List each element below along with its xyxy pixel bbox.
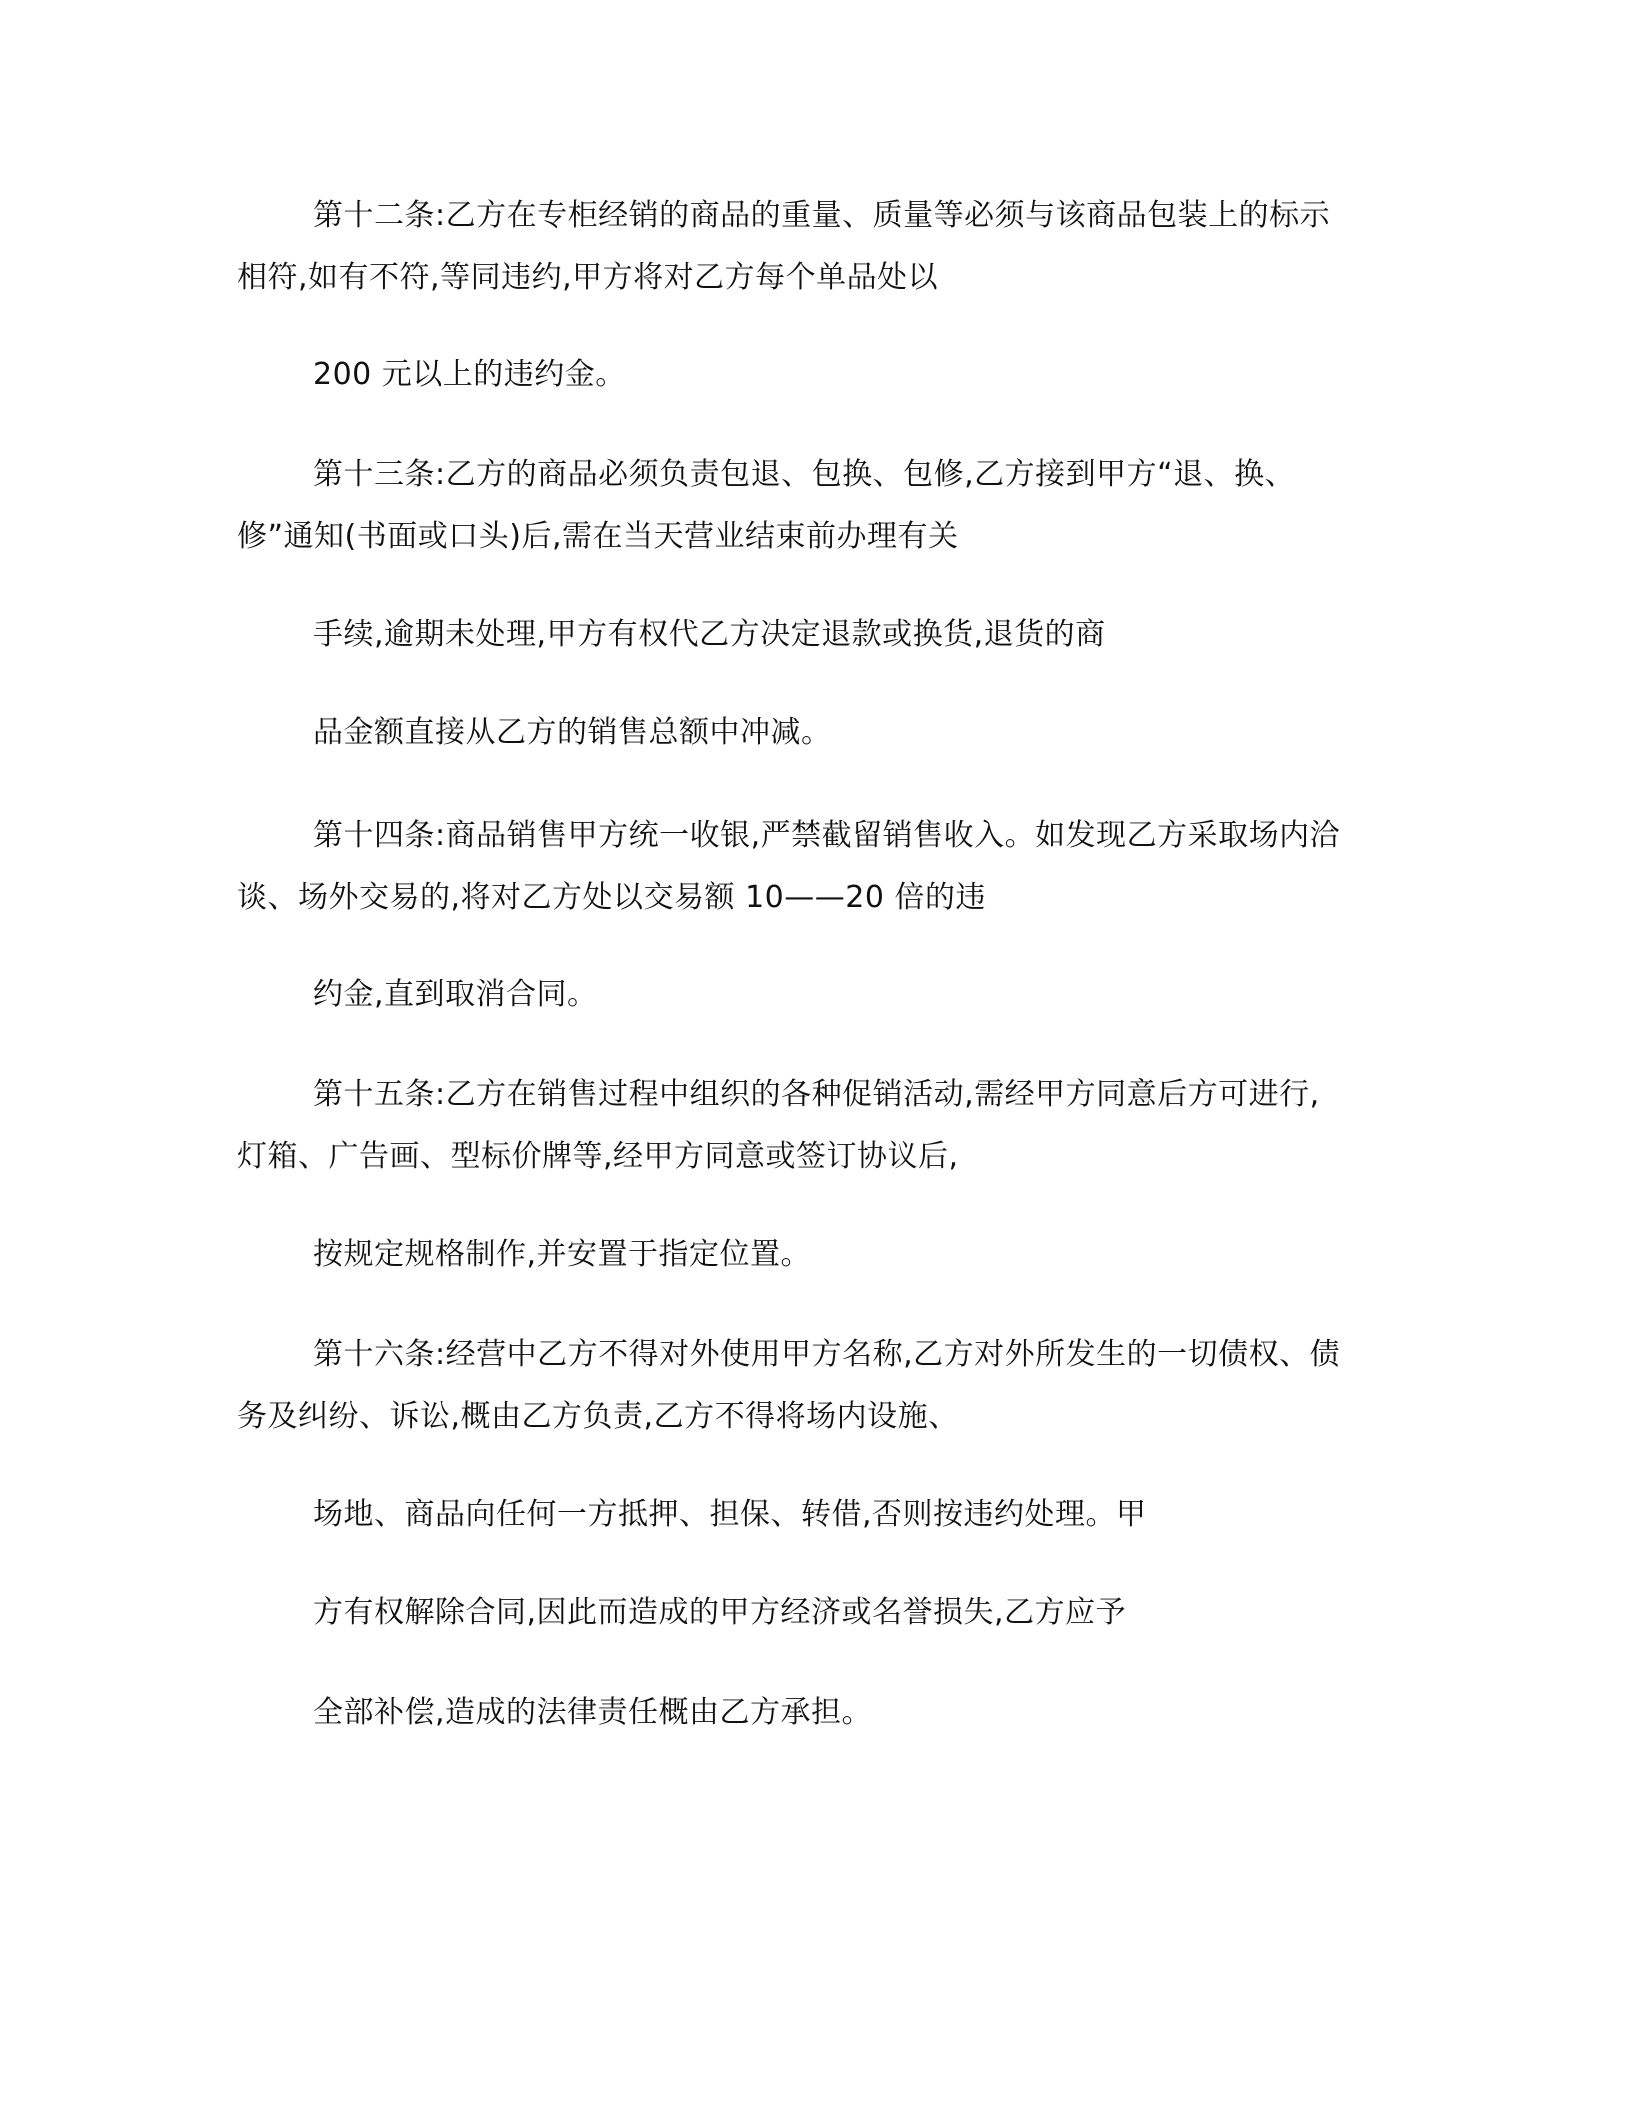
article-12-line-1: 第十二条:乙方在专柜经销的商品的重量、质量等必须与该商品包装上的标示	[313, 198, 1331, 233]
article-15-line-3: 按规定规格制作,并安置于指定位置。	[313, 1237, 812, 1272]
article-14-line-2: 谈、场外交易的,将对乙方处以交易额 10——20 倍的违	[237, 880, 986, 915]
article-16-line-2: 务及纠纷、诉讼,概由乙方负责,乙方不得将场内设施、	[237, 1399, 959, 1434]
article-16-line-4: 方有权解除合同,因此而造成的甲方经济或名誉损失,乙方应予	[313, 1595, 1127, 1630]
article-13-line-3: 手续,逾期未处理,甲方有权代乙方决定退款或换货,退货的商	[313, 617, 1106, 652]
article-13-line-4: 品金额直接从乙方的销售总额中冲减。	[313, 715, 832, 750]
article-16-line-3: 场地、商品向任何一方抵押、担保、转借,否则按违约处理。甲	[313, 1497, 1147, 1532]
article-16-line-5: 全部补偿,造成的法律责任概由乙方承担。	[313, 1695, 873, 1730]
article-14-line-1: 第十四条:商品销售甲方统一收银,严禁截留销售收入。如发现乙方采取场内洽	[313, 818, 1341, 853]
article-12-line-2: 相符,如有不符,等同违约,甲方将对乙方每个单品处以	[237, 260, 939, 295]
article-15-line-2: 灯箱、广告画、型标价牌等,经甲方同意或签订协议后,	[237, 1139, 959, 1174]
article-13-line-2: 修”通知(书面或口头)后,需在当天营业结束前办理有关	[237, 519, 959, 554]
article-15-line-1: 第十五条:乙方在销售过程中组织的各种促销活动,需经甲方同意后方可进行,	[313, 1077, 1320, 1112]
article-13-line-1: 第十三条:乙方的商品必须负责包退、包换、包修,乙方接到甲方“退、换、	[313, 457, 1296, 492]
article-12-line-3: 200 元以上的违约金。	[313, 357, 626, 392]
article-14-line-3: 约金,直到取消合同。	[313, 977, 598, 1012]
article-16-line-1: 第十六条:经营中乙方不得对外使用甲方名称,乙方对外所发生的一切债权、债	[313, 1337, 1341, 1372]
